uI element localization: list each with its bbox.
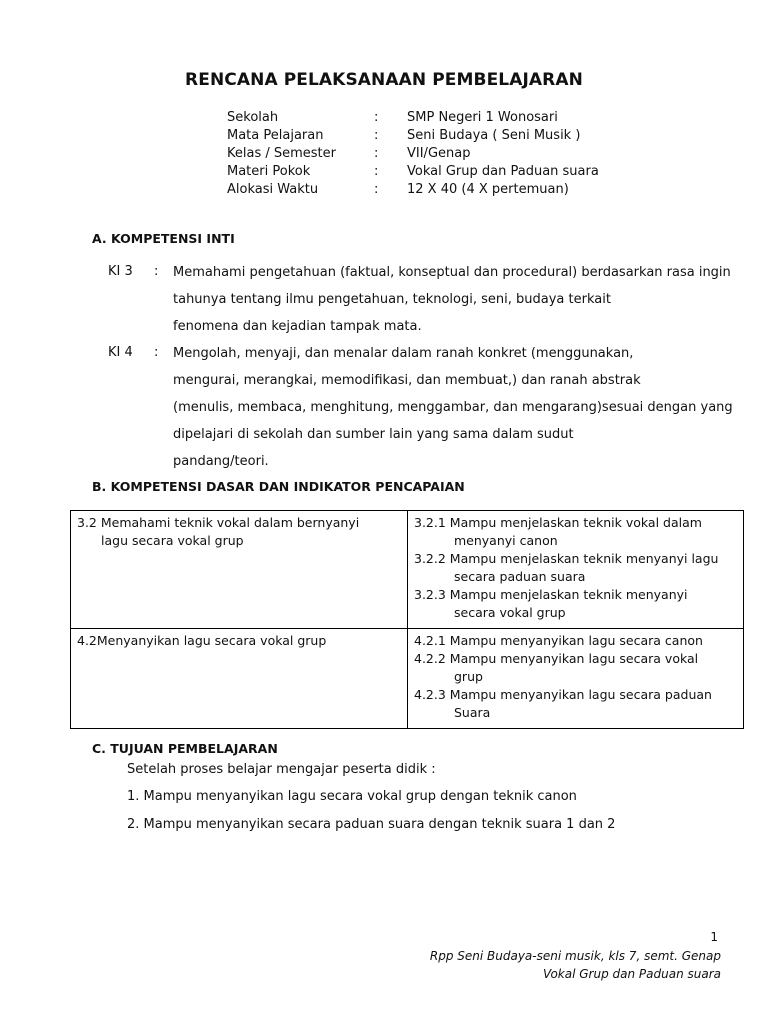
section-a-heading: A. KOMPETENSI INTI — [92, 231, 235, 246]
list-item: 2. Mampu menyanyikan secara paduan suara dengan teknik suara 1 dan 2 — [127, 817, 616, 832]
ki-line: mengurai, merangkai, memodifikasi, dan membuat,) dan ranah abstrak — [173, 373, 641, 388]
indicator-text-continued: secara vokal grup — [454, 605, 566, 620]
identity-value: SMP Negeri 1 Wonosari — [407, 110, 558, 125]
ki-line: Memahami pengetahuan (faktual, konseptual dan procedural) berdasarkan rasa ingin — [173, 265, 731, 280]
identity-colon: : — [374, 146, 379, 161]
identity-label: Alokasi Waktu — [227, 182, 319, 197]
list-item: 1. Mampu menyanyikan lagu secara vokal grup dengan teknik canon — [127, 789, 577, 804]
identity-value: Seni Budaya ( Seni Musik ) — [407, 128, 581, 143]
indicator-text: 3.2.2 Mampu menjelaskan teknik menyanyi lagu — [414, 551, 719, 566]
indicator-text-continued: grup — [454, 669, 483, 684]
identity-label: Kelas / Semester — [227, 146, 336, 161]
section-b-heading: B. KOMPETENSI DASAR DAN INDIKATOR PENCAPAIAN — [92, 479, 465, 494]
page-number: 1 — [710, 930, 718, 944]
page-footer — [430, 947, 721, 983]
ki-line: dipelajari di sekolah dan sumber lain yang sama dalam sudut — [173, 427, 574, 442]
table-row — [71, 629, 744, 729]
competency-table — [70, 510, 744, 729]
section-c-heading: C. TUJUAN PEMBELAJARAN — [92, 741, 278, 756]
indicator-text: 3.2.1 Mampu menjelaskan teknik vokal dalam — [414, 515, 702, 530]
indicator-cell — [408, 629, 744, 729]
identity-value: VII/Genap — [407, 146, 471, 161]
identity-colon: : — [374, 110, 379, 125]
indicator-text: 4.2.3 Mampu menyanyikan lagu secara paduan — [414, 687, 712, 702]
ki-line: fenomena dan kejadian tampak mata. — [173, 319, 422, 334]
indicator-text: 4.2.2 Mampu menyanyikan lagu secara vokal — [414, 651, 699, 666]
indicator-text-continued: secara paduan suara — [454, 569, 586, 584]
identity-colon: : — [374, 164, 379, 179]
objective-intro: Setelah proses belajar mengajar peserta didik : — [127, 762, 436, 777]
ki-colon: : — [154, 345, 159, 360]
kd-cell — [71, 629, 408, 729]
table-row — [71, 511, 744, 629]
objective-list — [127, 788, 615, 844]
ki-line: (menulis, membaca, menghitung, menggambar, dan mengarang)sesuai dengan yang — [173, 400, 733, 415]
identity-value: Vokal Grup dan Paduan suara — [407, 164, 599, 179]
indicator-text-continued: menyanyi canon — [454, 533, 558, 548]
kd-text: 4.2Menyanyikan lagu secara vokal grup — [77, 633, 327, 648]
identity-label: Materi Pokok — [227, 164, 311, 179]
kd-cell — [71, 511, 408, 629]
ki-line: tahunya tentang ilmu pengetahuan, teknologi, seni, budaya terkait — [173, 292, 611, 307]
footer-line: Rpp Seni Budaya-seni musik, kls 7, semt. Genap — [429, 949, 721, 963]
identity-value: 12 X 40 (4 X pertemuan) — [407, 182, 569, 197]
document-title: RENCANA PELAKSANAAN PEMBELAJARAN — [185, 70, 583, 90]
ki-colon: : — [154, 264, 159, 279]
ki-text — [173, 264, 733, 345]
indicator-cell — [408, 511, 744, 629]
ki-text — [173, 345, 733, 480]
ki-line: pandang/teori. — [173, 454, 269, 469]
identity-label: Sekolah — [227, 110, 279, 125]
indicator-text: 4.2.1 Mampu menyanyikan lagu secara canon — [414, 633, 703, 648]
identity-colon: : — [374, 128, 379, 143]
identity-colon: : — [374, 182, 379, 197]
kd-text: 3.2 Memahami teknik vokal dalam bernyanyi — [77, 515, 360, 530]
ki-line: Mengolah, menyaji, dan menalar dalam ranah konkret (menggunakan, — [173, 346, 634, 361]
ki-code: KI 4 — [108, 345, 133, 360]
kd-text-continued: lagu secara vokal grup — [101, 533, 244, 548]
footer-line: Vokal Grup dan Paduan suara — [542, 967, 721, 981]
indicator-text-continued: Suara — [454, 705, 491, 720]
identity-label: Mata Pelajaran — [227, 128, 324, 143]
ki-code: KI 3 — [108, 264, 133, 279]
indicator-text: 3.2.3 Mampu menjelaskan teknik menyanyi — [414, 587, 688, 602]
